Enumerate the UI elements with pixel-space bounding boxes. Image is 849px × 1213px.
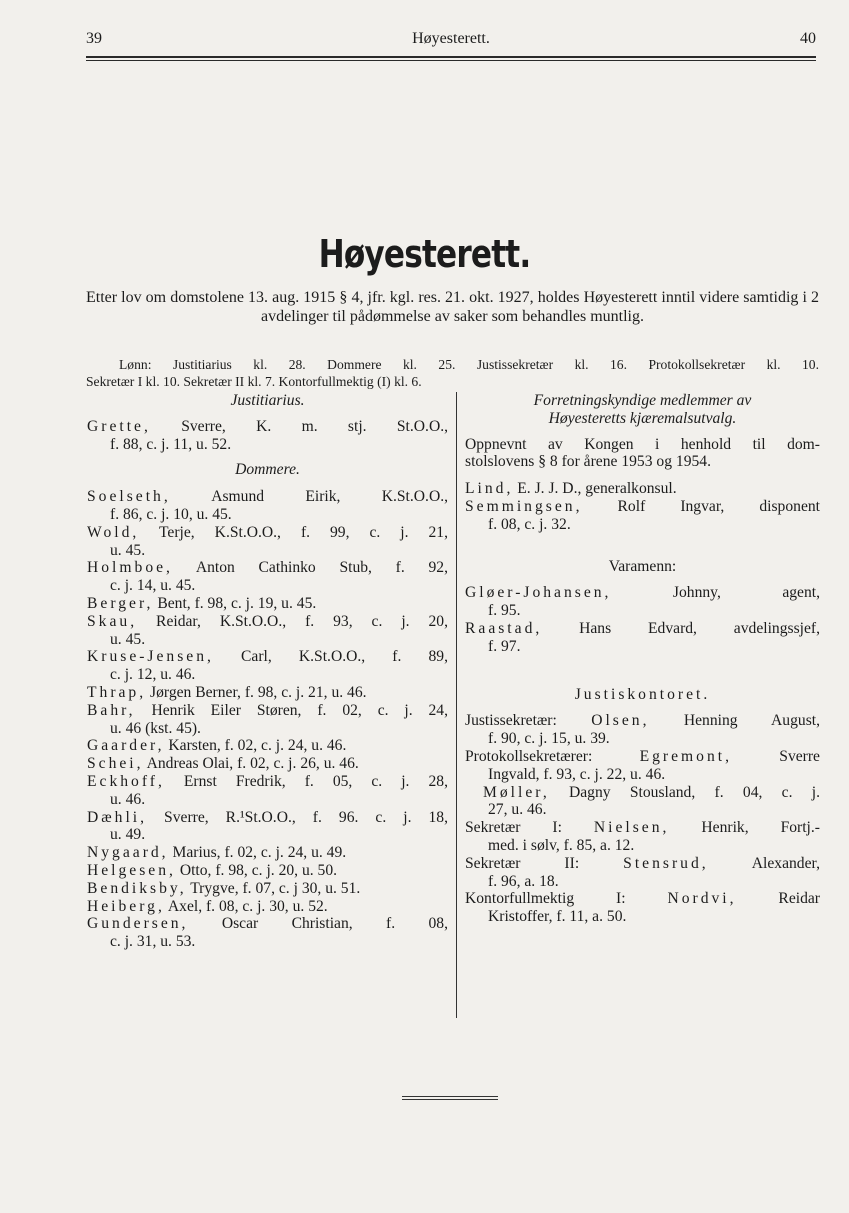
entry-line-1: Axel, f. 08, c. j. 30, u. 52. — [164, 897, 328, 915]
list-item — [87, 702, 448, 738]
entry-name: Stensrud, — [623, 854, 709, 872]
entry-name: Nygaard, — [87, 844, 169, 862]
list-item — [87, 862, 448, 880]
entry-line-2: Kristoffer, f. 11, a. 50. — [488, 908, 627, 926]
entry-name: Bahr, — [87, 701, 136, 719]
entry-line-1: Henning August, — [649, 712, 821, 730]
heading-judges: Dommere. — [235, 461, 300, 479]
entry-name: Lind, — [465, 480, 514, 498]
entry-line-2: f. 96, a. 18. — [488, 872, 559, 890]
entry-line-2: f. 97. — [488, 637, 521, 655]
appointment-line-2: stolslovens § 8 for årene 1953 og 1954. — [465, 453, 711, 471]
entry-role: Justissekretær: — [465, 712, 592, 730]
list-item — [465, 855, 820, 891]
list-item — [465, 890, 820, 926]
judges-list — [87, 488, 448, 951]
entry-line-1: Andreas Olai, f. 02, c. j. 26, u. 46. — [143, 755, 359, 773]
list-item — [87, 755, 448, 773]
salary-info — [86, 356, 819, 390]
left-column — [87, 392, 448, 951]
list-item — [465, 712, 820, 748]
entry-line-1: Rolf Ingvar, disponent — [582, 497, 820, 515]
list-item — [87, 524, 448, 560]
list-item — [465, 498, 820, 534]
entry-name: Gløer-Johansen, — [465, 584, 612, 602]
entry-line-2: Ingvald, f. 93, c. j. 22, u. 46. — [488, 765, 666, 783]
list-item — [87, 880, 448, 898]
running-title: Høyesterett. — [412, 30, 490, 47]
entry-line-1: Reidar — [736, 890, 820, 908]
office-list — [465, 712, 820, 926]
entry-line-1: Reidar, K.St.O.O., f. 93, c. j. 20, — [137, 612, 448, 630]
entry-name: Olsen, — [591, 712, 650, 730]
list-item — [87, 915, 448, 951]
entry-name: Gundersen, — [87, 915, 189, 933]
entry-name: Bendiksby, — [87, 879, 187, 897]
heading-justice-office: Justiskontoret. — [574, 685, 711, 703]
entry-name: Grette, — [87, 417, 151, 435]
entry-line-2: u. 46 (kst. 45). — [110, 719, 201, 737]
entry-name: Eckhoff, — [87, 772, 165, 790]
entry-name: Møller, — [483, 783, 550, 801]
entry-line-2: u. 45. — [110, 630, 146, 648]
list-item — [87, 684, 448, 702]
entry-line-2: c. j. 12, u. 46. — [110, 666, 196, 684]
list-item — [87, 595, 448, 613]
entry-line-2: c. j. 31, u. 53. — [110, 933, 196, 951]
entry-name: Schei, — [87, 755, 144, 773]
entry-line-1: Oscar Christian, f. 08, — [188, 915, 448, 933]
entry-line-1: Carl, K.St.O.O., f. 89, — [213, 648, 448, 666]
entry-line-2: f. 95. — [488, 602, 521, 620]
entry-line-1: Otto, f. 98, c. j. 20, u. 50. — [175, 861, 338, 879]
footer-rule — [402, 1096, 498, 1097]
entry-role: Kontorfullmektig I: — [465, 890, 668, 908]
entry-line-2: u. 49. — [110, 826, 146, 844]
heading-business-members — [465, 392, 820, 428]
deputies-list — [465, 584, 820, 655]
entry-line-1: Terje, K.St.O.O., f. 99, c. j. 21, — [139, 523, 448, 541]
header-rule — [86, 56, 816, 58]
list-item — [465, 819, 820, 855]
entry-line-2: u. 45. — [110, 541, 146, 559]
entry-line-1: Asmund Eirik, K.St.O.O., — [170, 488, 448, 506]
footer-rule-2 — [402, 1099, 498, 1100]
entry-line-1: Sverre — [732, 747, 820, 765]
entry-name: Soelseth, — [87, 488, 171, 506]
entry-line-1: Henrik Eiler Støren, f. 02, c. j. 24, — [135, 701, 448, 719]
entry-line-1: E. J. J. D., generalkonsul. — [513, 480, 677, 498]
list-item — [87, 898, 448, 916]
entry-name: Egremont, — [639, 747, 732, 765]
right-page-number: 40 — [800, 30, 816, 47]
entry-line-2: med. i sølv, f. 85, a. 12. — [488, 836, 635, 854]
heading-justitiarius: Justitiarius. — [230, 392, 305, 409]
entry-line-1: Alexander, — [708, 854, 820, 872]
list-item — [465, 784, 820, 820]
list-item — [465, 620, 820, 656]
appointment-note — [465, 436, 820, 472]
header-rule-thin — [86, 60, 816, 61]
list-item — [465, 748, 820, 784]
entry-line-2: u. 46. — [110, 790, 146, 808]
entry-role: Sekretær I: — [465, 819, 594, 837]
list-item — [87, 488, 448, 524]
entry-name: Raastad, — [465, 619, 543, 637]
entry-name: Kruse-Jensen, — [87, 648, 214, 666]
justitiarius-entry — [87, 418, 448, 454]
entry-line-1: Karsten, f. 02, c. j. 24, u. 46. — [164, 737, 347, 755]
entry-name: Gaarder, — [87, 737, 165, 755]
list-item — [465, 584, 820, 620]
members-list — [465, 480, 820, 533]
salary-line-1: Lønn: Justitiarius kl. 28. Dommere kl. 25. Justissekretær kl. 16. Protokollsekretær kl. 10. — [119, 357, 819, 372]
entry-name: Berger, — [87, 594, 154, 612]
list-item — [87, 559, 448, 595]
appointment-line-1: Oppnevnt av Kongen i henhold til dom- — [465, 435, 820, 453]
entry-line-2: f. 88, c. j. 11, u. 52. — [110, 435, 232, 453]
entry-line-2: c. j. 14, u. 45. — [110, 577, 196, 595]
entry-line-1: Sverre, R.¹St.O.O., f. 96. c. j. 18, — [147, 808, 448, 826]
entry-line-1: Anton Cathinko Stub, f. 92, — [172, 559, 448, 577]
salary-line-2: Sekretær I kl. 10. Sekretær II kl. 7. Kontorfullmektig (I) kl. 6. — [86, 374, 422, 389]
entry-name: Thrap, — [87, 683, 147, 701]
entry-name: Skau, — [87, 612, 138, 630]
left-page-number: 39 — [86, 30, 102, 47]
right-column — [465, 392, 820, 926]
entry-name: Semmingsen, — [465, 497, 583, 515]
entry-name: Nordvi, — [667, 890, 737, 908]
entry-line-1: Sverre, K. m. stj. St.O.O., — [150, 417, 448, 435]
heading-line-1: Forretningskyndige medlemmer av — [533, 392, 752, 409]
list-item — [465, 480, 820, 498]
entry-role: Protokollsekretærer: — [465, 747, 640, 765]
entry-name: Helgesen, — [87, 861, 176, 879]
entry-line-1: Trygve, f. 07, c. j 30, u. 51. — [186, 879, 361, 897]
entry-name: Nielsen, — [593, 819, 670, 837]
entry-line-2: f. 90, c. j. 15, u. 39. — [488, 730, 610, 748]
list-item — [87, 809, 448, 845]
entry-line-1: Johnny, agent, — [611, 584, 820, 602]
list-item — [87, 613, 448, 649]
entry-line-1: Hans Edvard, avdelingssjef, — [542, 619, 820, 637]
entry-name: Dæhli, — [87, 808, 148, 826]
list-item — [87, 773, 448, 809]
entry-line-2: f. 86, c. j. 10, u. 45. — [110, 505, 232, 523]
list-item — [87, 844, 448, 862]
entry-name: Heiberg, — [87, 897, 165, 915]
entry-line-2: 27, u. 46. — [488, 801, 547, 819]
entry-line-1: Marius, f. 02, c. j. 24, u. 49. — [168, 844, 347, 862]
list-item — [87, 648, 448, 684]
entry-role: Sekretær II: — [465, 854, 624, 872]
entry-line-2: f. 08, c. j. 32. — [488, 515, 571, 533]
entry-name: Holmboe, — [87, 559, 173, 577]
entry-line-1: Bent, f. 98, c. j. 19, u. 45. — [153, 594, 317, 612]
column-divider — [456, 392, 457, 1018]
entry-line-1: Jørgen Berner, f. 98, c. j. 21, u. 46. — [146, 683, 367, 701]
entry-line-1: Dagny Stousland, f. 04, c. j. — [549, 783, 820, 801]
heading-deputies: Varamenn: — [608, 557, 677, 575]
list-item — [87, 737, 448, 755]
intro-paragraph: Etter lov om domstolene 13. aug. 1915 § 4, jfr. kgl. res. 21. okt. 1927, holdes Høyesterett inntil videre samtidig i 2 avdelinger til pådømmelse av saker som behandles muntlig. — [86, 289, 819, 325]
running-head — [86, 30, 816, 52]
entry-name: Wold, — [87, 523, 140, 541]
entry-line-1: Ernst Fredrik, f. 05, c. j. 28, — [164, 772, 448, 790]
heading-line-2: Høyesteretts kjæremalsutvalg. — [548, 409, 737, 427]
page-title: Høyesterett. — [318, 232, 531, 276]
entry-line-1: Henrik, Fortj.- — [669, 819, 820, 837]
